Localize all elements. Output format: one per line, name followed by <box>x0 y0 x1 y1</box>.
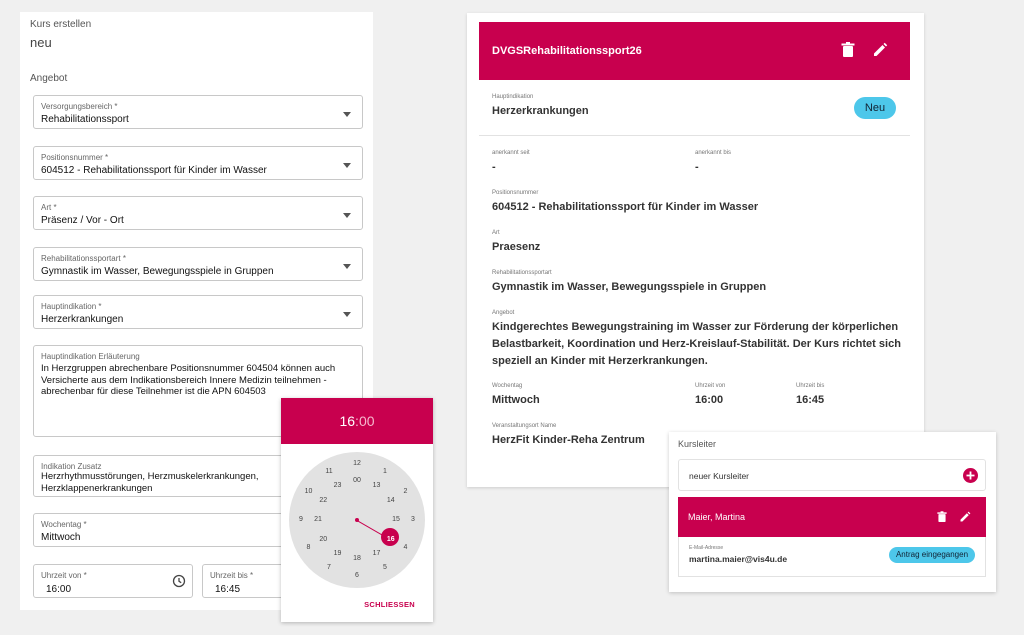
minute-display[interactable]: 00 <box>358 413 375 429</box>
card-header <box>479 22 910 80</box>
field-label: Hauptindikation * <box>41 302 102 311</box>
divider <box>479 135 910 136</box>
text-line: Herzklappenerkrankungen <box>41 483 153 494</box>
field-label: Wochentag * <box>41 520 87 529</box>
clock-number-12[interactable]: 12 <box>353 460 361 467</box>
field-value: Rehabilitationssport <box>41 114 129 125</box>
hauptindikation-label: Hauptindikation <box>492 94 534 100</box>
clock-number-8[interactable]: 8 <box>306 544 311 551</box>
chevron-down-icon <box>343 163 351 168</box>
clock-number-17[interactable]: 17 <box>372 549 381 557</box>
clock-number-1[interactable]: 1 <box>383 467 387 475</box>
field-value: 16:00 <box>46 584 72 595</box>
clock-number-20[interactable]: 20 <box>319 535 328 543</box>
clock-number-5[interactable]: 5 <box>383 564 387 572</box>
clock-center <box>355 518 359 522</box>
text-line: Herzrhythmusstörungen, Herzmuskelerkrankungen, <box>41 471 259 482</box>
positionsnummer-select[interactable] <box>33 146 363 180</box>
positionsnummer-value: 604512 - Rehabilitationssport für Kinder im Wasser <box>492 201 759 213</box>
field-label: Rehabilitationssportart * <box>41 254 126 263</box>
field-value: 16:45 <box>215 584 241 595</box>
wochentag-label: Wochentag <box>492 383 523 389</box>
versorgungsbereich-select[interactable] <box>33 95 363 129</box>
edit-icon[interactable] <box>872 42 888 58</box>
status-badge: Antrag eingegangen <box>889 547 975 563</box>
field-label: Uhrzeit von * <box>41 571 87 580</box>
form-subtitle: neu <box>30 35 52 50</box>
time-separator: : <box>355 413 359 429</box>
time-picker-dialog <box>281 398 433 622</box>
hauptindikation-select[interactable] <box>33 295 363 329</box>
text-line: speziell an Kinder mit Herzerkrankungen. <box>492 355 708 367</box>
add-icon[interactable] <box>963 468 978 488</box>
art-label: Art <box>492 230 500 236</box>
email-value: martina.maier@vis4u.de <box>689 554 788 564</box>
clock-number-6[interactable]: 6 <box>355 572 359 579</box>
field-value: 604512 - Rehabilitationssport für Kinder im Wasser <box>41 165 267 176</box>
form-title: Kurs erstellen <box>30 19 92 30</box>
hauptindikation-value: Herzerkrankungen <box>492 105 589 117</box>
uhrzeit-von-label: Uhrzeit von <box>695 383 726 389</box>
clock-number-2[interactable]: 2 <box>403 488 408 495</box>
kursleiter-name: Maier, Martina <box>688 512 746 522</box>
clock-number-11[interactable]: 11 <box>325 467 333 475</box>
clock-number-10[interactable]: 10 <box>304 488 313 495</box>
clock-number-4[interactable]: 4 <box>403 544 408 551</box>
sportart-value: Gymnastik im Wasser, Bewegungsspiele in Gruppen <box>492 281 767 293</box>
clock-number-16[interactable]: 16 <box>386 535 395 543</box>
edit-icon[interactable] <box>959 511 971 523</box>
anerkannt-seit-value: - <box>492 161 496 173</box>
email-label: E-Mail-Adresse <box>689 545 724 551</box>
clock-number-3[interactable]: 3 <box>411 516 415 523</box>
uhrzeit-bis-label: Uhrzeit bis <box>796 383 825 389</box>
clock-number-00[interactable]: 00 <box>353 477 361 484</box>
sportart-label: Rehabilitationssportart <box>492 270 552 276</box>
anerkannt-bis-label: anerkannt bis <box>695 150 732 156</box>
text-line: Belastbarkeit, Koordination und Herz-Kreislauf-Stabilität. Der Kurs richtet sich <box>492 338 901 350</box>
clock-number-23[interactable]: 23 <box>333 482 342 490</box>
kursleiter-body <box>678 537 986 577</box>
new-kursleiter-row[interactable] <box>678 459 986 491</box>
field-label: Positionsnummer * <box>41 153 109 162</box>
new-kursleiter-label: neuer Kursleiter <box>689 471 750 481</box>
clock-number-18[interactable]: 18 <box>353 555 361 562</box>
angebot-value <box>492 319 901 370</box>
course-detail-card <box>467 13 924 487</box>
time-picker-header <box>281 398 433 444</box>
chevron-down-icon <box>343 112 351 117</box>
field-label: Uhrzeit bis * <box>210 571 254 580</box>
field-label: Versorgungsbereich * <box>41 102 118 111</box>
clock-number-19[interactable]: 19 <box>333 549 342 557</box>
close-button[interactable]: SCHLIESSEN <box>364 600 415 609</box>
text-line: Versicherte aus dem Indikationsbereich Innere Medizin teilnehmen - <box>41 374 327 386</box>
field-value: Herzerkrankungen <box>41 314 124 325</box>
clock-number-22[interactable]: 22 <box>319 496 328 504</box>
clock-icon[interactable] <box>172 574 186 593</box>
chevron-down-icon <box>343 264 351 269</box>
clock-number-14[interactable]: 14 <box>386 496 395 504</box>
textarea-content <box>41 363 335 398</box>
field-value <box>41 471 259 495</box>
art-value: Praesenz <box>492 241 541 253</box>
uhrzeit-von-value: 16:00 <box>695 394 724 406</box>
art-select[interactable] <box>33 196 363 230</box>
clock-number-15[interactable]: 15 <box>392 516 400 523</box>
uhrzeit-bis-field[interactable] <box>202 564 292 598</box>
chevron-down-icon <box>343 213 351 218</box>
clock-face[interactable] <box>289 452 425 588</box>
wochentag-value: Mittwoch <box>492 394 540 406</box>
clock-number-9[interactable]: 9 <box>299 516 303 523</box>
text-line: In Herzgruppen abrechenbare Positionsnummer 604504 können auch <box>41 363 336 374</box>
positionsnummer-label: Positionsnummer <box>492 190 539 196</box>
field-label: Hauptindikation Erläuterung <box>41 352 140 361</box>
trash-icon[interactable] <box>937 511 947 523</box>
clock-number-13[interactable]: 13 <box>372 482 381 490</box>
kursleiter-title: Kursleiter <box>678 439 717 449</box>
angebot-label: Angebot <box>492 310 515 316</box>
kursleiter-header <box>678 497 986 537</box>
uhrzeit-bis-value: 16:45 <box>796 394 825 406</box>
section-title: Angebot <box>30 73 68 84</box>
trash-icon[interactable] <box>841 42 855 58</box>
chevron-down-icon <box>343 312 351 317</box>
anerkannt-bis-value: - <box>695 161 699 173</box>
time-display <box>281 413 433 429</box>
hour-display[interactable]: 16 <box>339 413 356 429</box>
field-value: Mittwoch <box>41 532 81 543</box>
ort-label: Veranstaltungsort Name <box>492 423 557 429</box>
kursleiter-card <box>669 432 996 592</box>
uhrzeit-von-field[interactable] <box>33 564 193 598</box>
clock-number-7[interactable]: 7 <box>327 564 331 572</box>
field-label: Indikation Zusatz <box>41 462 102 471</box>
sportart-select[interactable] <box>33 247 363 281</box>
field-value: Gymnastik im Wasser, Bewegungsspiele in Gruppen <box>41 266 274 277</box>
status-badge: Neu <box>854 97 896 119</box>
text-line: Kindgerechtes Bewegungstraining im Wasser zur Förderung der körperlichen <box>492 321 899 333</box>
anerkannt-seit-label: anerkannt seit <box>492 150 530 156</box>
ort-value: HerzFit Kinder-Reha Zentrum <box>492 434 645 446</box>
text-line: abrechenbar für diese Teilnehmer ist die APN 604503 <box>41 386 266 397</box>
field-value: Präsenz / Vor - Ort <box>41 215 124 226</box>
field-label: Art * <box>41 203 57 212</box>
clock-number-21[interactable]: 21 <box>314 516 322 523</box>
card-title: DVGSRehabilitationssport26 <box>492 45 642 57</box>
